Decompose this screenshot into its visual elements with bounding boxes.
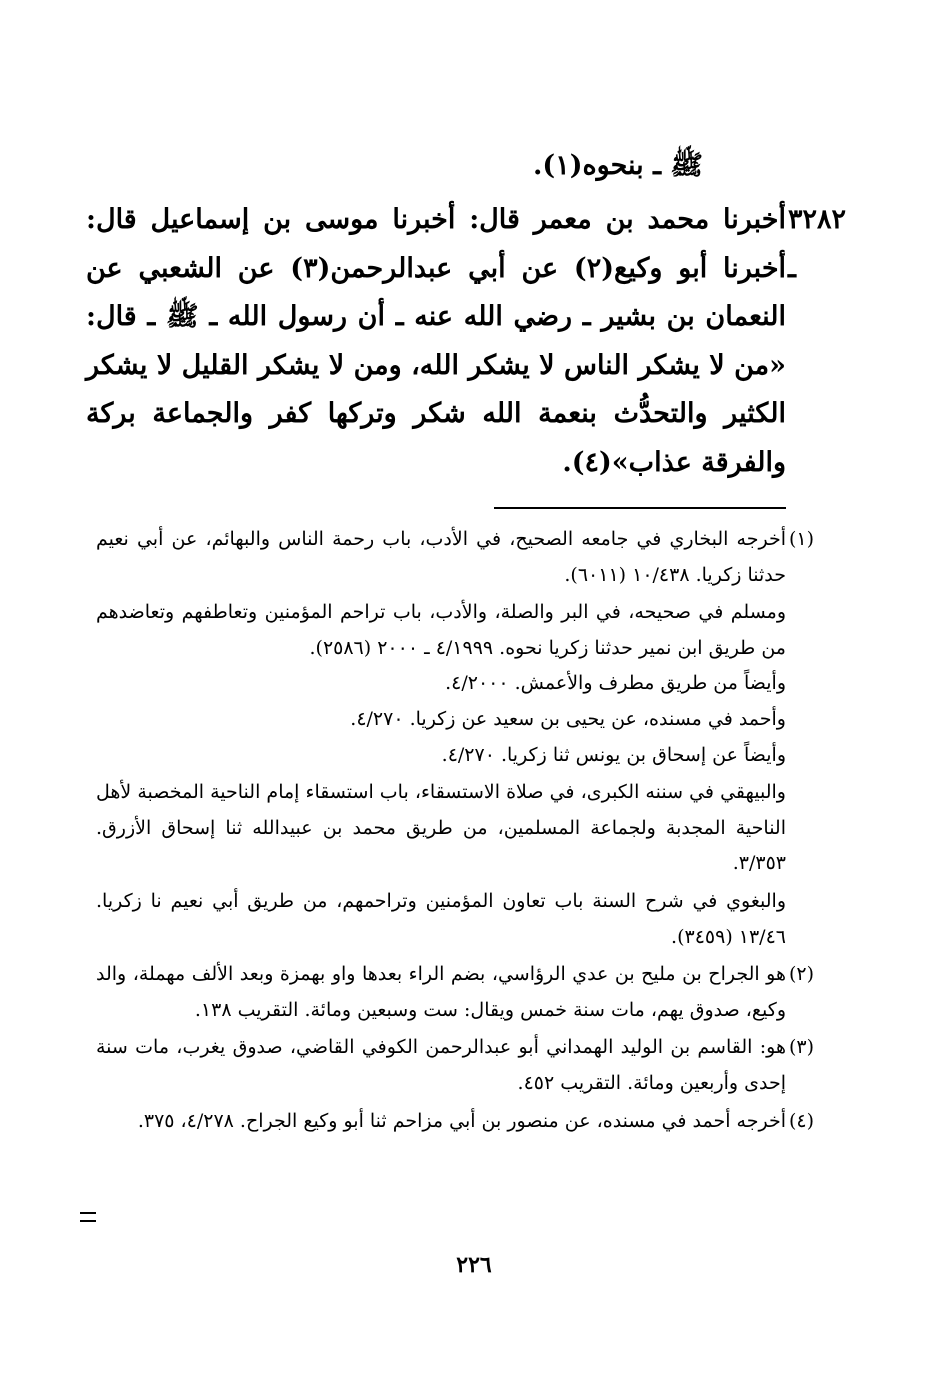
footnote-4 xyxy=(96,1104,815,1140)
footnote-number: (١) xyxy=(789,528,815,550)
footnote-text xyxy=(96,1030,786,1101)
page-number: ٢٢٦ xyxy=(456,1252,492,1278)
continuation-mark xyxy=(80,1212,96,1222)
footnotes xyxy=(96,522,815,1139)
footnote-paragraph: وأيضاً من طريق مطرف والأعمش. ٤/٢٠٠٠. xyxy=(445,672,786,695)
footnote-paragraph: والبيهقي في سننه الكبرى، في صلاة الاستسقاء، باب استسقاء إمام الناحية المخصبة لأهل الناحية المجدبة ولجماعة المسلمين، من طريق محمد بن عبيدالله ثنا إسحاق الأزرق. ٣/٣٥٣. xyxy=(96,781,786,875)
footnote-number: (٢) xyxy=(789,963,815,986)
footnote-text xyxy=(96,1104,786,1140)
footnote-paragraph: أخرجه أحمد في مسنده، عن منصور بن أبي مزاحم ثنا أبو وكيع الجراح. ٤/٢٧٨، ٣٧٥. xyxy=(137,1109,786,1132)
footnote-paragraph: وأحمد في مسنده، عن يحيى بن سعيد عن زكريا. ٤/٢٧٠. xyxy=(350,707,786,730)
footnote-paragraph: هو الجراح بن مليح بن عدي الرؤاسي، بضم الراء بعدها واو بهمزة وبعد الألف مهملة، والد وكيع، صدوق يهم، مات سنة خمس ويقال: ست وسبعين ومائة. التقريب ١٣٨. xyxy=(96,963,786,1021)
hadith-number: ٣٢٨٢ ـ xyxy=(788,204,847,284)
footnote-separator xyxy=(494,507,786,509)
footnote-1 xyxy=(96,522,815,955)
footnote-number: (٤) xyxy=(789,1109,815,1132)
footnote-paragraph: هو: القاسم بن الوليد الهمداني أبو عبدالرحمن الكوفي القاضي، صدوق يغرب، مات سنة إحدى وأربعين ومائة. التقريب ٤٥٢. xyxy=(96,1036,786,1094)
footnote-text xyxy=(96,522,786,955)
footnote-paragraph: وأيضاً عن إسحاق بن يونس ثنا زكريا. ٤/٢٧٠. xyxy=(441,743,786,766)
footnote-paragraph: ومسلم في صحيحه، في البر والصلة، والأدب، باب تراحم المؤمنين وتعاطفهم وتعاضدهم من طريق ابن نمير حدثنا زكريا نحوه. ٤/١٩٩٩ ـ ٢٠٠٠ (٢٥٨٦). xyxy=(96,601,786,659)
footnote-number: (٣) xyxy=(789,1036,815,1059)
footnote-text xyxy=(96,957,786,1028)
hadith-text: أخبرنا محمد بن معمر قال: أخبرنا موسى بن إسماعيل قال: أخبرنا أبو وكيع(٢) عن أبي عبدالرحمن(٣) عن الشعبي عن النعمان بن بشير ـ رضي الله عنه ـ أن رسول الله ـ ﷺ ـ قال: «من لا يشكر الناس لا يشكر الله، ومن لا يشكر القليل لا يشكر الكثير والتحدُّث بنعمة الله شكر وتركها كفر والجماعة بركة والفرقة عذاب»(٤). xyxy=(86,204,787,478)
footnote-paragraph: أخرجه البخاري في جامعه الصحيح، في الأدب، باب رحمة الناس والبهائم، عن أبي نعيم حدثنا زكريا. ١٠/٤٣٨ (٦٠١١). xyxy=(96,528,786,586)
hadith-block xyxy=(86,196,847,487)
footnote-2 xyxy=(96,957,815,1028)
footnote-paragraph: والبغوي في شرح السنة باب تعاون المؤمنين وتراحمهم، من طريق أبي نعيم نا زكريا. ١٣/٤٦ (٣٤٥٩). xyxy=(96,889,786,948)
previous-hadith-ending: ﷺ ـ بنحوه(١). xyxy=(533,150,703,181)
footnote-3 xyxy=(96,1030,815,1101)
